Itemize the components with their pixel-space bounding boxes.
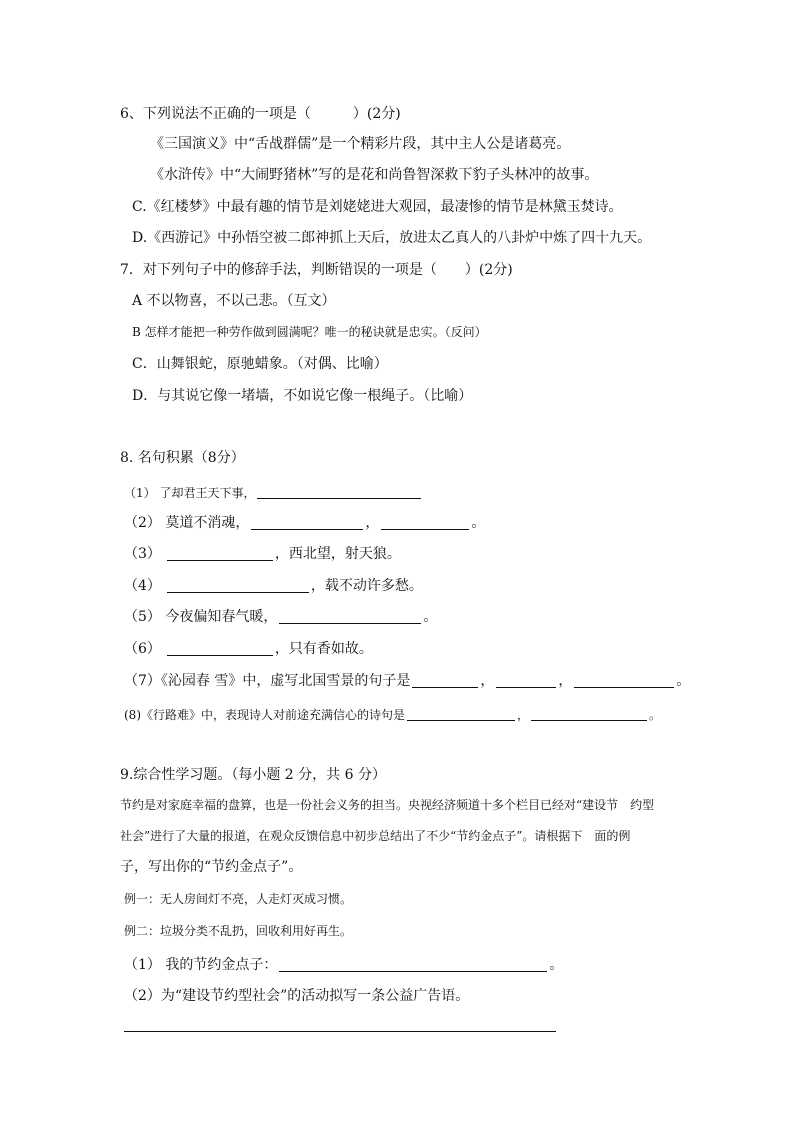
q9-sub1-prefix: （1） 我的节约金点子： bbox=[124, 957, 278, 973]
q8-item-1 bbox=[124, 484, 423, 499]
q8-item-1-prefix: （1） 了却君王天下事， bbox=[124, 486, 256, 500]
q8-item-7-mid2: ， bbox=[558, 673, 573, 689]
q8-item-8-mid: ， bbox=[517, 708, 530, 722]
q8-item-6-prefix: （6） bbox=[124, 641, 161, 657]
q8-item-7-mid: ， bbox=[480, 673, 495, 689]
q8-blank-3[interactable] bbox=[167, 546, 273, 561]
q8-blank-1[interactable] bbox=[257, 484, 421, 499]
q8-item-3-prefix: （3） bbox=[124, 546, 161, 562]
q8-blank-6[interactable] bbox=[167, 641, 273, 656]
q8-item-7-suffix: 。 bbox=[676, 673, 691, 689]
q8-item-7-prefix: （7）《沁园春 雪》中，虚写北国雪景的句子是 bbox=[124, 673, 411, 689]
q8-item-3-suffix: ，西北望，射天狼。 bbox=[274, 546, 401, 562]
q7-option-b: B 怎样才能把一种劳作做到圆满呢？唯一的秘诀就是忠实。（反问） bbox=[132, 325, 487, 339]
q9-paragraph-line-1: 节约是对家庭幸福的盘算，也是一份社会义务的担当。央视经济频道十多个栏目已经对“建设节 约型 bbox=[120, 798, 655, 812]
q9-stem: 9.综合性学习题。（每小题 2 分，共 6 分） bbox=[120, 767, 386, 783]
q9-example-2: 例二：垃圾分类不乱扔，回收利用好再生。 bbox=[124, 924, 353, 938]
q9-sub1-blank[interactable] bbox=[279, 957, 547, 972]
q8-item-7 bbox=[124, 673, 690, 688]
q8-blank-2b[interactable] bbox=[381, 515, 469, 530]
q8-blank-7a[interactable] bbox=[412, 673, 478, 688]
q8-item-8-suffix: 。 bbox=[649, 708, 662, 722]
q7-stem: 7．对下列句子中的修辞手法，判断错误的一项是（ ）(2分) bbox=[120, 262, 513, 278]
q8-item-6-suffix: ，只有香如故。 bbox=[274, 641, 373, 657]
q8-item-2-prefix: （2） 莫道不消魂， bbox=[124, 515, 250, 531]
q7-option-d: D．与其说它像一堵墙，不如说它像一根绳子。（比喻） bbox=[132, 388, 473, 404]
q8-blank-2a[interactable] bbox=[251, 515, 363, 530]
q9-subquestion-2: （2）为“建设节约型社会”的活动拟写一条公益广告语。 bbox=[124, 988, 470, 1004]
q6-option-a: 《三国演义》中“舌战群儒”是一个精彩片段，其中主人公是诸葛亮。 bbox=[150, 136, 571, 152]
q9-example-1: 例一：无人房间灯不亮，人走灯灭成习惯。 bbox=[124, 892, 353, 906]
q8-item-3 bbox=[124, 546, 401, 561]
q8-item-8-prefix: (8)《行路难》中，表现诗人对前途充满信心的诗句是 bbox=[124, 708, 406, 722]
q8-blank-7b[interactable] bbox=[496, 673, 556, 688]
q7-option-a: A 不以物喜，不以己悲。（互文） bbox=[132, 293, 336, 309]
q9-answer-line[interactable] bbox=[124, 1031, 556, 1032]
q6-stem: 6、下列说法不正确的一项是（ ）(2分) bbox=[120, 106, 401, 122]
q8-item-2-mid: ， bbox=[365, 515, 380, 531]
q8-item-2 bbox=[124, 515, 485, 530]
q8-item-5-prefix: （5） 今夜偏知春气暖， bbox=[124, 609, 278, 625]
q6-option-b: 《水浒传》中“大闹野猪林”写的是花和尚鲁智深救下豹子头林冲的故事。 bbox=[150, 167, 599, 183]
q8-stem: 8. 名句积累（8分） bbox=[120, 450, 245, 466]
q8-item-5 bbox=[124, 609, 437, 624]
q6-option-c: C.《红楼梦》中最有趣的情节是刘姥姥进大观园，最凄惨的情节是林黛玉焚诗。 bbox=[132, 199, 623, 215]
q8-blank-8b[interactable] bbox=[531, 706, 647, 721]
q6-option-d: D.《西游记》中孙悟空被二郎神抓上天后，放进太乙真人的八卦炉中炼了四十九天。 bbox=[132, 230, 652, 246]
q9-subquestion-1 bbox=[124, 957, 563, 972]
q8-blank-7c[interactable] bbox=[574, 673, 674, 688]
q8-item-6 bbox=[124, 641, 373, 656]
q8-blank-5[interactable] bbox=[279, 609, 421, 624]
q9-paragraph-line-3: 子，写出你的“节约金点子”。 bbox=[120, 859, 303, 875]
q8-blank-4[interactable] bbox=[167, 578, 309, 593]
q8-item-4-suffix: ，载不动许多愁。 bbox=[310, 578, 423, 594]
q8-item-2-suffix: 。 bbox=[471, 515, 486, 531]
q8-item-5-suffix: 。 bbox=[423, 609, 438, 625]
q9-sub1-suffix: 。 bbox=[549, 957, 564, 973]
q7-option-c: C．山舞银蛇，原驰蜡象。（对偶、比喻） bbox=[132, 356, 388, 372]
q8-item-4 bbox=[124, 578, 423, 593]
q8-item-4-prefix: （4） bbox=[124, 578, 161, 594]
q8-item-8 bbox=[124, 706, 661, 721]
q8-blank-8a[interactable] bbox=[407, 706, 515, 721]
q9-paragraph-line-2: 社会”进行了大量的报道，在观众反馈信息中初步总结出了不少“节约金点子”。请根据下 面的例 bbox=[120, 829, 631, 843]
